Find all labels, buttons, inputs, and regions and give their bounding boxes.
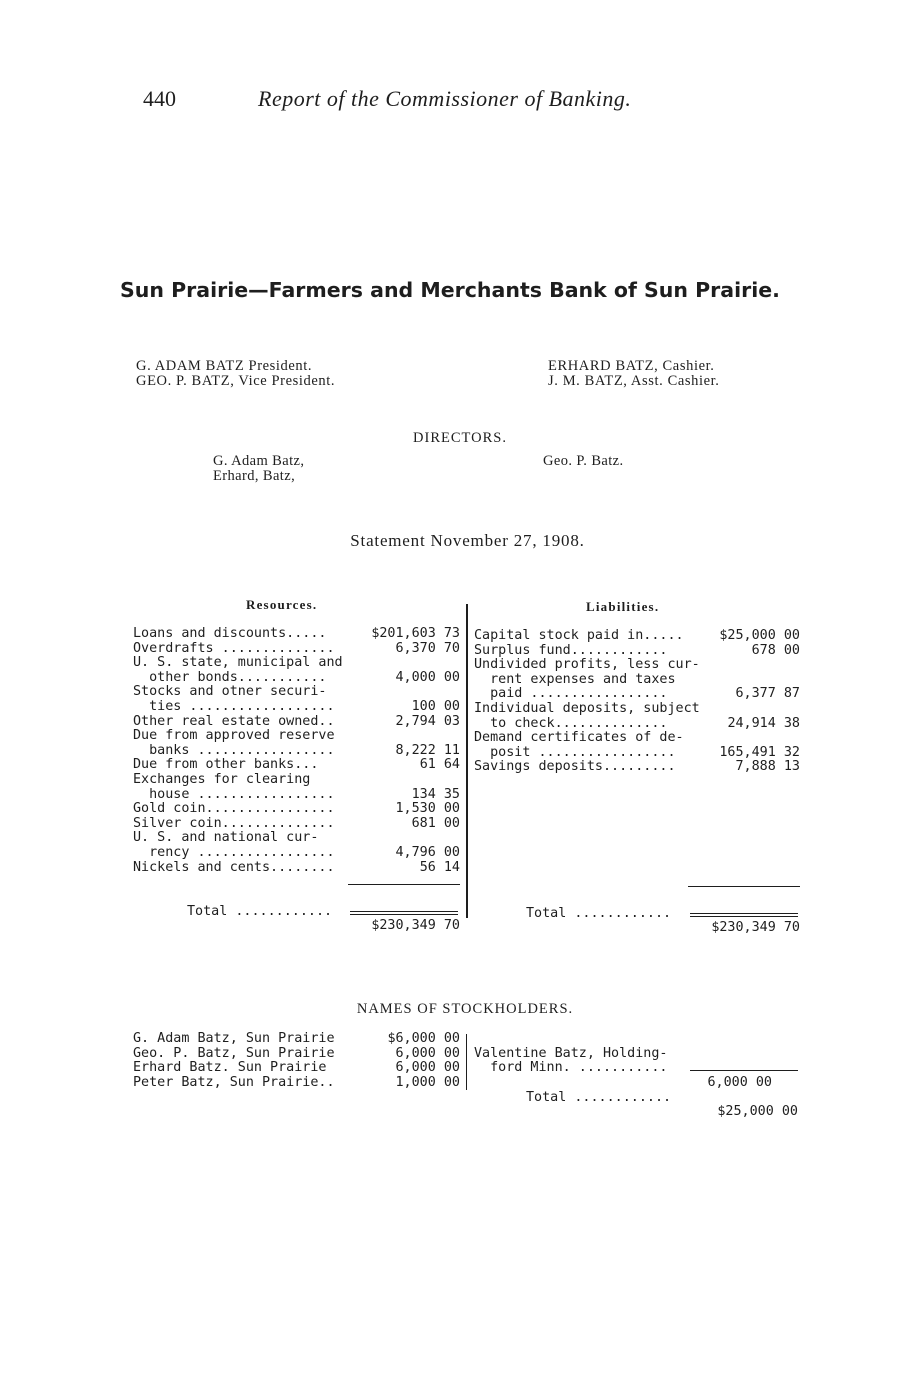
liability-row-label: rent expenses and taxes	[474, 671, 676, 687]
liability-row-label: posit .................	[474, 744, 676, 760]
liability-row-amount: 165,491 32	[719, 744, 800, 760]
resource-row-amount: 8,222 11	[395, 742, 460, 758]
resource-row-amount: 681 00	[411, 815, 460, 831]
stockholder-row	[133, 1032, 460, 1047]
resource-row-label: Gold coin................	[133, 801, 335, 817]
stockholders-heading: NAMES OF STOCKHOLDERS.	[356, 1001, 574, 1017]
liability-row	[474, 629, 800, 644]
stockholders-total-amount: $25,000 00	[717, 1104, 798, 1120]
resource-row	[133, 773, 460, 788]
resource-row-amount: 134 35	[411, 786, 460, 802]
liability-row	[474, 658, 800, 673]
statement-heading: Statement November 27, 1908.	[350, 531, 585, 550]
resource-row	[133, 861, 460, 876]
resource-row	[133, 788, 460, 803]
liability-row-amount: 24,914 38	[727, 715, 800, 731]
resource-row-amount: 1,530 00	[395, 801, 460, 817]
stockholder-row-amount: 6,000 00	[395, 1060, 460, 1076]
officer-vice-president: GEO. P. BATZ, Vice President.	[136, 373, 336, 389]
liabilities-double-rule	[690, 913, 798, 917]
liabilities-total-rule	[688, 886, 800, 887]
resource-row-label: ties ..................	[133, 699, 335, 714]
resource-row	[133, 831, 460, 846]
liabilities-total-row	[0, 892, 900, 936]
resource-row-label: other bonds...........	[133, 669, 327, 685]
resource-row-amount: 100 00	[411, 699, 460, 714]
liability-row	[474, 644, 800, 659]
resource-row-amount: 61 64	[419, 757, 460, 773]
page-number: 440	[143, 86, 176, 111]
resources-double-rule	[350, 911, 458, 915]
resources-total-amount: $230,349 70	[371, 918, 460, 934]
resource-row-label: U. S. and national cur-	[133, 830, 319, 846]
resource-row	[133, 627, 460, 642]
resource-row	[133, 802, 460, 817]
liabilities-total-label: Total ............	[526, 905, 672, 921]
liability-row-label: Savings deposits.........	[474, 759, 676, 775]
resource-row-label: Nickels and cents........	[133, 859, 335, 875]
stockholder-row-amount: $6,000 00	[387, 1031, 460, 1046]
liability-row-amount: 6,377 87	[735, 686, 800, 702]
director-name: G. Adam Batz,	[213, 453, 305, 469]
stockholder-row-label: Peter Batz, Sun Prairie..	[133, 1074, 335, 1090]
resource-row	[133, 744, 460, 759]
stockholders-total-label: Total ............	[526, 1089, 672, 1105]
resource-row-label: Due from other banks...	[133, 757, 319, 773]
officer-cashier: ERHARD BATZ, Cashier.	[548, 358, 715, 374]
stockholder-row-label: Geo. P. Batz, Sun Prairie	[133, 1045, 335, 1061]
resource-row	[133, 715, 460, 730]
director-name: Erhard, Batz,	[213, 468, 296, 484]
liabilities-total-amount: $230,349 70	[711, 920, 800, 936]
resource-row-label: Loans and discounts.....	[133, 626, 327, 641]
resource-row	[133, 642, 460, 657]
liability-row	[474, 687, 800, 702]
stockholder-amount: 6,000 00	[707, 1074, 772, 1090]
resources-total-label: Total ............	[187, 903, 333, 919]
liability-row	[474, 673, 800, 688]
stockholder-row-label: G. Adam Batz, Sun Prairie	[133, 1031, 335, 1046]
liability-row-label: Individual deposits, subject	[474, 701, 700, 716]
resource-row	[133, 700, 460, 715]
resource-row-label: Silver coin..............	[133, 815, 335, 831]
bank-title: Sun Prairie—Farmers and Merchants Bank of Sun Prairie.	[120, 278, 780, 302]
resource-row-label: Exchanges for clearing	[133, 772, 311, 787]
liability-row	[474, 702, 800, 717]
resource-row-label: Other real estate owned..	[133, 713, 335, 729]
stockholder-row	[133, 1047, 460, 1062]
resource-row-label: house .................	[133, 786, 335, 802]
resource-row-label: rency .................	[133, 845, 335, 860]
liability-row-label: paid .................	[474, 686, 668, 702]
resource-row-label: banks .................	[133, 742, 335, 758]
stockholder-right-line	[474, 1047, 804, 1090]
stockholder-row-label: Erhard Batz. Sun Prairie	[133, 1060, 327, 1076]
resources-heading: Resources.	[246, 597, 318, 612]
director-name: Geo. P. Batz.	[543, 453, 624, 469]
resource-row	[133, 817, 460, 832]
liability-row-label: Capital stock paid in.....	[474, 628, 684, 643]
resource-row-amount: $201,603 73	[371, 626, 460, 641]
liability-row	[474, 760, 800, 775]
resource-row	[133, 685, 460, 700]
resource-row	[133, 758, 460, 773]
resource-row	[133, 671, 460, 686]
stockholder-name: ford Minn. ...........	[474, 1060, 668, 1076]
resource-row-amount: 2,794 03	[395, 713, 460, 729]
resource-row-amount: 4,796 00	[395, 845, 460, 860]
liability-row	[474, 731, 800, 746]
resource-row-amount: 6,370 70	[395, 640, 460, 656]
liability-row-label: Surplus fund............	[474, 642, 668, 658]
stockholder-row-amount: 6,000 00	[395, 1045, 460, 1061]
stockholder-row-amount: 1,000 00	[395, 1074, 460, 1090]
officer-president: G. ADAM BATZ President.	[136, 358, 313, 374]
resource-row	[133, 846, 460, 861]
liability-row	[474, 746, 800, 761]
stockholder-name: Valentine Batz, Holding-	[474, 1045, 668, 1061]
resources-total-rule	[348, 884, 460, 885]
liability-row-label: Undivided profits, less cur-	[474, 657, 700, 673]
resource-row-amount: 4,000 00	[395, 669, 460, 685]
resource-row	[133, 656, 460, 671]
resource-row-label: U. S. state, municipal and	[133, 655, 343, 671]
liability-row-amount: 7,888 13	[735, 759, 800, 775]
stockholder-right-line	[474, 1032, 668, 1061]
resource-row-label: Stocks and otner securi-	[133, 684, 327, 700]
liability-row-label: to check..............	[474, 715, 668, 731]
liabilities-heading: Liabilities.	[586, 599, 660, 614]
resource-row-label: Due from approved reserve	[133, 728, 335, 744]
directors-heading: DIRECTORS.	[413, 430, 507, 446]
stockholders-total-row	[0, 1076, 900, 1120]
resource-row-label: Overdrafts ..............	[133, 640, 335, 656]
resource-row	[133, 729, 460, 744]
liability-row-label: Demand certificates of de-	[474, 730, 684, 746]
column-divider	[466, 604, 468, 918]
stockholders-total-rule	[690, 1070, 798, 1071]
resource-row-amount: 56 14	[419, 859, 460, 875]
liability-row-amount: 678 00	[751, 642, 800, 658]
stockholder-row	[133, 1061, 460, 1076]
liability-row-amount: $25,000 00	[719, 628, 800, 643]
liability-row	[474, 717, 800, 732]
running-title: Report of the Commissioner of Banking.	[258, 86, 632, 111]
officer-asst-cashier: J. M. BATZ, Asst. Cashier.	[548, 373, 720, 389]
